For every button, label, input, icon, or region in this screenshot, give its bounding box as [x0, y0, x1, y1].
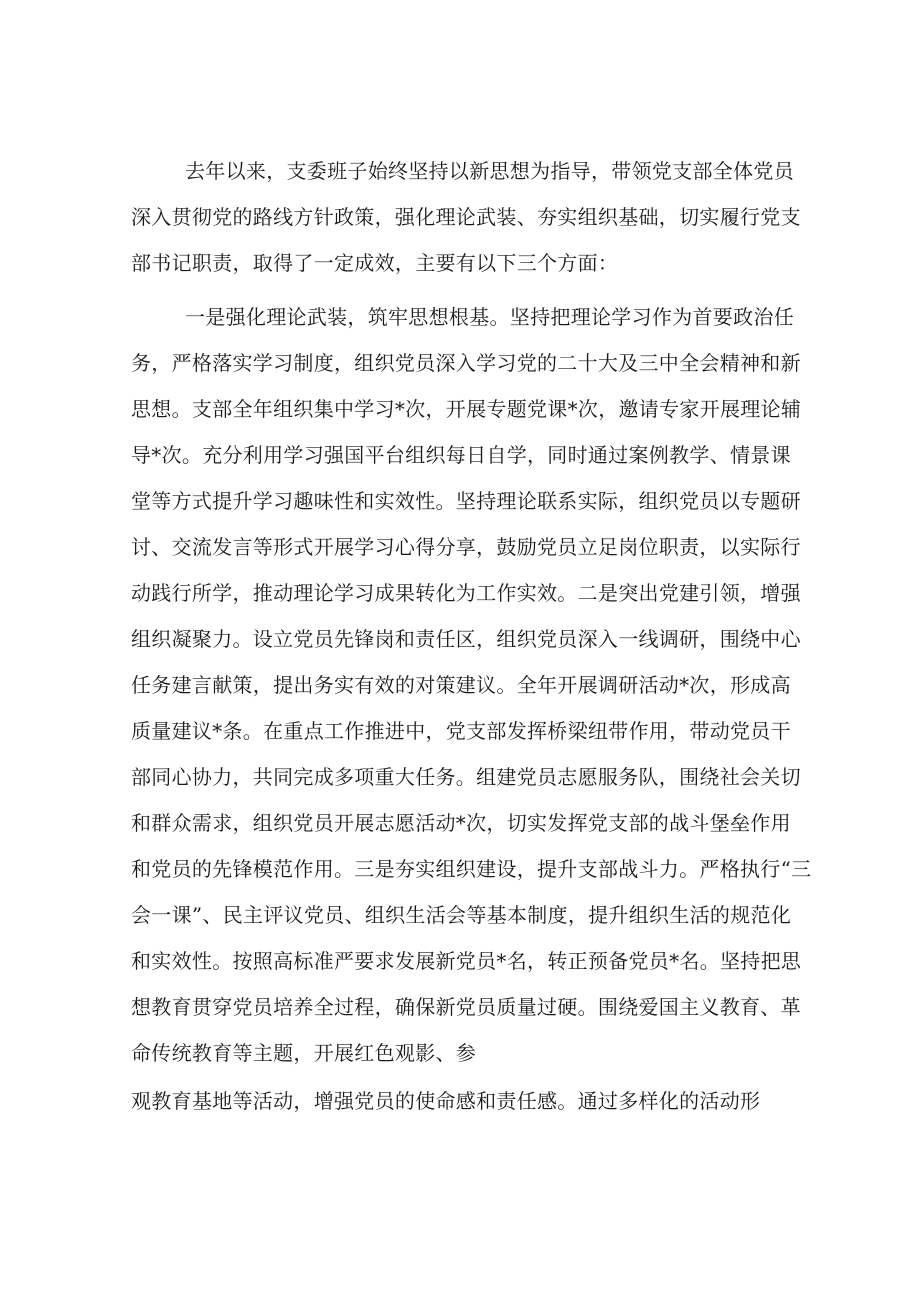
paragraph-line: 去年以来，支委班子始终坚持以新思想为指导，带领党支部全体党员: [185, 159, 794, 183]
paragraph-line: 和群众需求，组织党员开展志愿活动*次，切实发挥党支部的战斗堡垒作用: [131, 811, 791, 835]
paragraph-line: 导*次。充分利用学习强国平台组织每日自学，同时通过案例教学、情景课: [131, 443, 791, 467]
paragraph-line: 一是强化理论武装，筑牢思想根基。坚持把理论学习作为首要政治任: [185, 305, 794, 329]
paragraph-line: 和党员的先锋模范作用。三是夯实组织建设，提升支部战斗力。严格执行“三: [131, 857, 812, 881]
paragraph-line: 组织凝聚力。设立党员先锋岗和责任区，组织党员深入一线调研，围绕中心: [131, 627, 801, 651]
paragraph-line: 命传统教育等主题，开展红色观影、参: [131, 1041, 477, 1065]
paragraph-line: 任务建言献策，提出务实有效的对策建议。全年开展调研活动*次，形成高: [131, 673, 791, 697]
paragraph-line: 质量建议*条。在重点工作推进中，党支部发挥桥梁纽带作用，带动党员干: [131, 719, 791, 743]
paragraph-line: 务，严格落实学习制度，组织党员深入学习党的二十大及三中全会精神和新: [131, 351, 801, 375]
paragraph-line: 深入贯彻党的路线方针政策，强化理论武装、夯实组织基础，切实履行党支: [131, 205, 801, 229]
paragraph-line: 想教育贯穿党员培养全过程，确保新党员质量过硬。围绕爱国主义教育、革: [131, 995, 801, 1019]
paragraph-line: 思想。支部全年组织集中学习*次，开展专题党课*次，邀请专家开展理论辅: [131, 397, 802, 421]
paragraph-line: 动践行所学，推动理论学习成果转化为工作实效。二是突出党建引领，增强: [131, 581, 801, 605]
paragraph-line: 堂等方式提升学习趣味性和实效性。坚持理论联系实际，组织党员以专题研: [131, 489, 801, 513]
paragraph-line: 讨、交流发言等形式开展学习心得分享，鼓励党员立足岗位职责，以实际行: [131, 535, 801, 559]
paragraph-line: 会一课”、民主评议党员、组织生活会等基本制度，提升组织生活的规范化: [131, 903, 792, 927]
paragraph-line: 和实效性。按照高标准严要求发展新党员*名，转正预备党员*名。坚持把思: [131, 949, 802, 973]
paragraph-line: 观教育基地等活动，增强党员的使命感和责任感。通过多样化的活动形: [131, 1089, 761, 1113]
paragraph-line: 部书记职责，取得了一定成效，主要有以下三个方面：: [131, 251, 619, 275]
paragraph-line: 部同心协力，共同完成多项重大任务。组建党员志愿服务队，围绕社会关切: [131, 765, 801, 789]
